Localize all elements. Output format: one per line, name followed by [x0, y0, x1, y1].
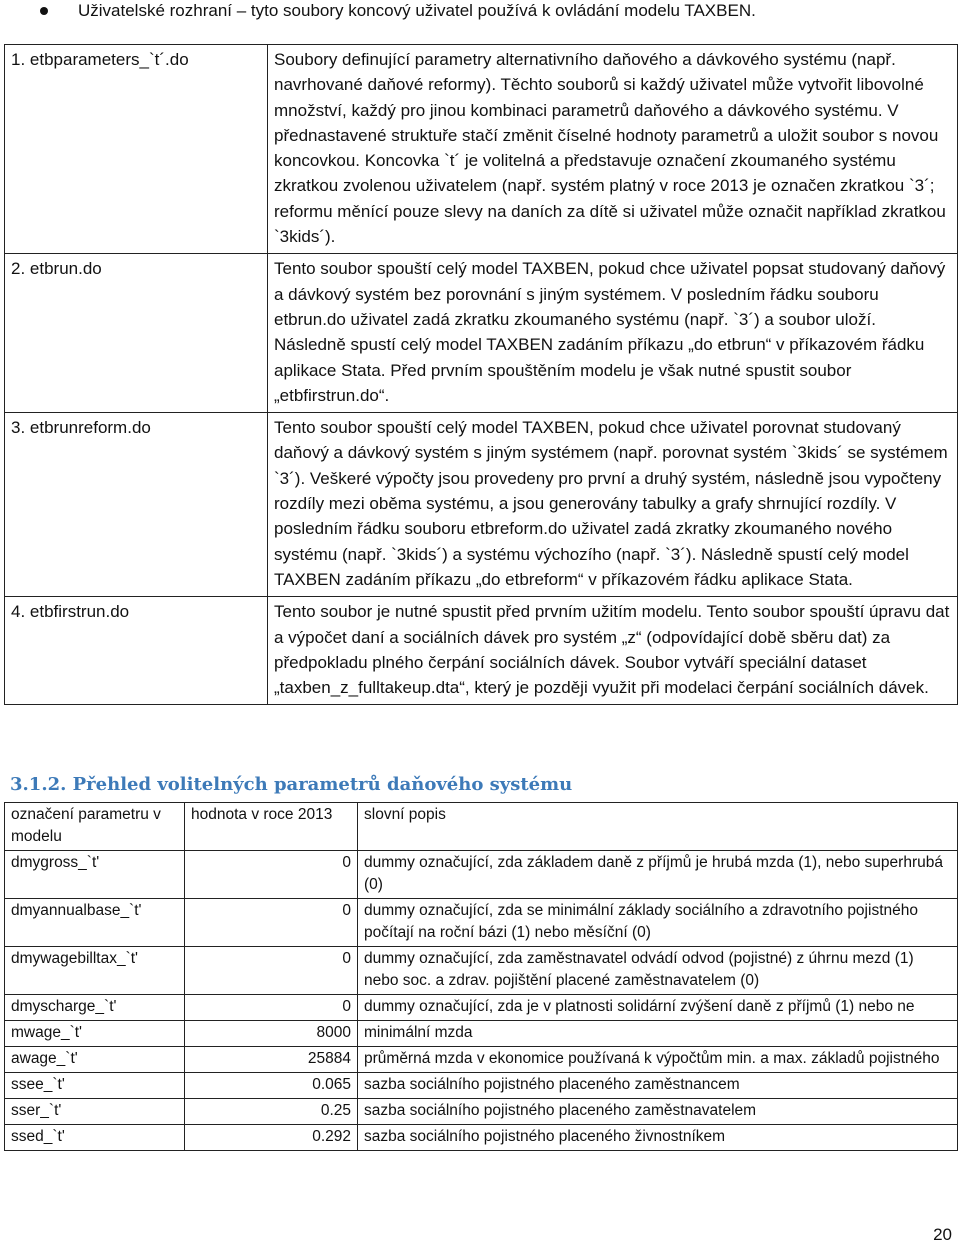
param-name: mwage_`t' — [5, 1021, 185, 1047]
param-name: dmyannualbase_`t' — [5, 899, 185, 947]
param-description: sazba sociálního pojistného placeného živnostníkem — [358, 1125, 958, 1151]
bullet-text: Uživatelské rozhraní – tyto soubory koncový uživatel používá k ovládání modelu TAXBEN. — [78, 1, 756, 20]
table-header-row — [5, 803, 958, 851]
param-name: ssee_`t' — [5, 1073, 185, 1099]
bullet-item — [40, 0, 940, 22]
param-description: průměrná mzda v ekonomice používaná k výpočtům min. a max. základů pojistného — [358, 1047, 958, 1073]
param-value: 0.292 — [185, 1125, 358, 1151]
table-row — [5, 995, 958, 1021]
page-number: 20 — [933, 1225, 952, 1244]
parameter-table — [4, 802, 958, 1151]
param-value: 0.25 — [185, 1099, 358, 1125]
table-row — [5, 851, 958, 899]
table-row — [5, 947, 958, 995]
param-description: dummy označující, zda je v platnosti solidární zvýšení daně z příjmů (1) nebo ne — [358, 995, 958, 1021]
table-row — [5, 254, 958, 413]
section-heading: 3.1.2. Přehled volitelných parametrů daňového systému — [10, 774, 573, 795]
file-name: 2. etbrun.do — [5, 254, 268, 413]
param-value: 0 — [185, 995, 358, 1021]
param-description: dummy označující, zda zaměstnavatel odvádí odvod (pojistné) z úhrnu mezd (1) nebo soc. a zdrav. pojištění placené zaměstnavatelem (0) — [358, 947, 958, 995]
table-row — [5, 899, 958, 947]
param-name: dmygross_`t' — [5, 851, 185, 899]
table-row — [5, 1073, 958, 1099]
table-row — [5, 1099, 958, 1125]
table-row — [5, 413, 958, 597]
param-value: 8000 — [185, 1021, 358, 1047]
file-description: Soubory definující parametry alternativního daňového a dávkového systému (např. navrhované daňové reformy). Těchto souborů si každý uživatel může vytvořit libovolné množství, každý pro jinou kombinaci parametrů daňového a dávkového systému. V přednastavené struktuře stačí změnit číselné hodnoty parametrů a uložit soubor s novou koncovkou. Koncovka `t´ je volitelná a představuje označení zkoumaného systému zkratkou zvolenou uživatelem (např. systém platný v roce 2013 je označen zkratkou `3´; reformu měnící pouze slevy na daních za dítě si uživatel může označit například zkratkou `3kids´). — [268, 45, 958, 254]
table-row — [5, 597, 958, 705]
param-description: minimální mzda — [358, 1021, 958, 1047]
column-header-description: slovní popis — [358, 803, 958, 851]
table-row — [5, 1125, 958, 1151]
column-header-value: hodnota v roce 2013 — [185, 803, 358, 851]
table-row — [5, 45, 958, 254]
param-description: dummy označující, zda základem daně z příjmů je hrubá mzda (1), nebo superhrubá (0) — [358, 851, 958, 899]
param-name: dmywagebilltax_`t' — [5, 947, 185, 995]
table-row — [5, 1047, 958, 1073]
param-description: sazba sociálního pojistného placeného zaměstnavatelem — [358, 1099, 958, 1125]
param-description: sazba sociálního pojistného placeného zaměstnancem — [358, 1073, 958, 1099]
param-name: sser_`t' — [5, 1099, 185, 1125]
file-name: 1. etbparameters_`t´.do — [5, 45, 268, 254]
file-description: Tento soubor spouští celý model TAXBEN, pokud chce uživatel porovnat studovaný daňový a dávkový systém s jiným systémem (např. porovnat systém `3kids´ se systémem `3´). Veškeré výpočty jsou provedeny pro první a druhý systém, následně jsou vypočteny rozdíly mezi oběma systému, a jsou generovány tabulky a grafy shrnující rozdíly. V posledním řádku souboru etbreform.do uživatel zadá zkratky zkoumaného nového systému (např. `3kids´) a systému výchozího (např. `3´). Následně spustí celý model TAXBEN zadáním příkazu „do etbreform“ v příkazovém řádku aplikace Stata. — [268, 413, 958, 597]
param-name: ssed_`t' — [5, 1125, 185, 1151]
param-value: 0 — [185, 947, 358, 995]
column-header-parameter: označení parametru v modelu — [5, 803, 185, 851]
param-name: awage_`t' — [5, 1047, 185, 1073]
param-value: 0.065 — [185, 1073, 358, 1099]
file-table — [4, 44, 958, 705]
file-name: 4. etbfirstrun.do — [5, 597, 268, 705]
file-description: Tento soubor spouští celý model TAXBEN, pokud chce uživatel popsat studovaný daňový a dávkový systém bez porovnání s jiným systémem. V posledním řádku souboru etbrun.do uživatel zadá zkratku zkoumaného systému (např. `3´) a soubor uloží. Následně spustí celý model TAXBEN zadáním příkazu „do etbrun“ v příkazovém řádku aplikace Stata. Před prvním spouštěním modelu je však nutné spustit soubor „etbfirstrun.do“. — [268, 254, 958, 413]
param-name: dmyscharge_`t' — [5, 995, 185, 1021]
param-description: dummy označující, zda se minimální základy sociálního a zdravotního pojistného počítají na roční bázi (1) nebo měsíční (0) — [358, 899, 958, 947]
file-name: 3. etbrunreform.do — [5, 413, 268, 597]
table-row — [5, 1021, 958, 1047]
bullet-dot-icon — [40, 7, 48, 15]
file-description: Tento soubor je nutné spustit před prvním užitím modelu. Tento soubor spouští úpravu dat a výpočet daní a sociálních dávek pro systém „z“ (odpovídající době sběru dat) za předpokladu plného čerpání sociálních dávek. Soubor vytváří speciální dataset „taxben_z_fulltakeup.dta“, který je později využit při modelaci čerpání sociálních dávek. — [268, 597, 958, 705]
param-value: 0 — [185, 851, 358, 899]
param-value: 25884 — [185, 1047, 358, 1073]
param-value: 0 — [185, 899, 358, 947]
